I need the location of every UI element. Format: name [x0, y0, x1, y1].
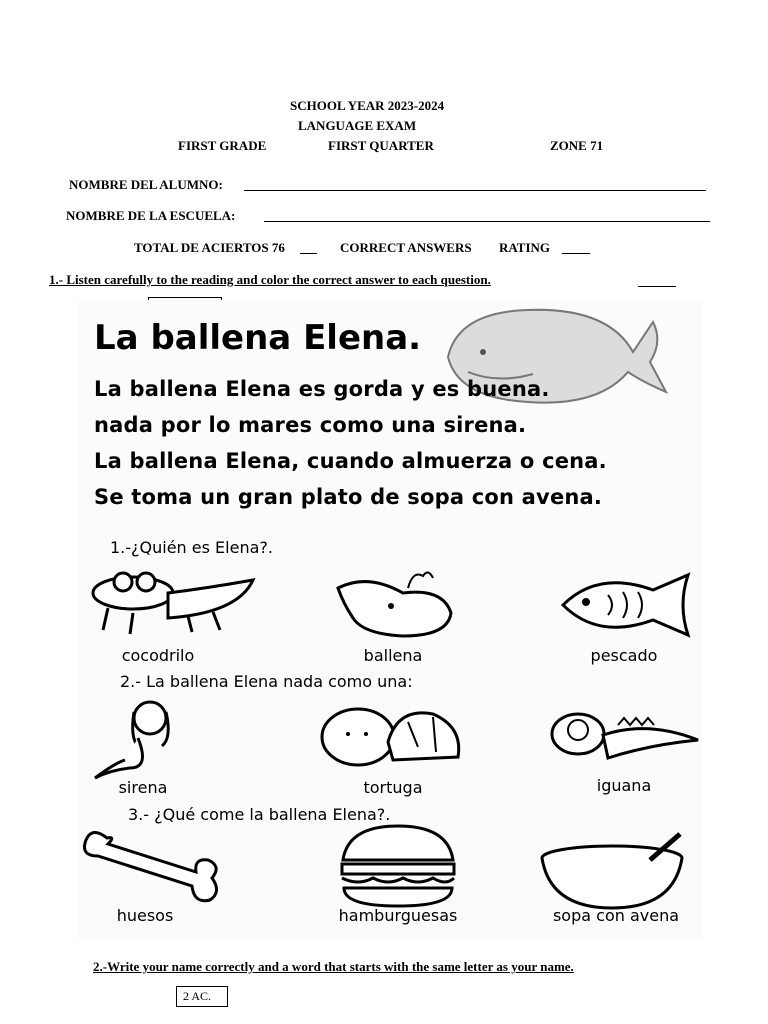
bone-icon[interactable]: [82, 826, 222, 906]
section1-underline: [638, 286, 676, 287]
question-2: 2.- La ballena Elena nada como una:: [120, 672, 413, 691]
option-cocodrilo[interactable]: cocodrilo: [121, 646, 195, 665]
option-ballena[interactable]: ballena: [363, 646, 423, 665]
option-hamburguesas[interactable]: hamburguesas: [338, 906, 458, 925]
hamburger-icon[interactable]: [338, 826, 458, 908]
option-iguana[interactable]: iguana: [596, 776, 652, 795]
correct-answers-label: CORRECT ANSWERS: [340, 240, 472, 255]
quarter: FIRST QUARTER: [328, 138, 434, 153]
turtle-icon[interactable]: [318, 702, 468, 778]
option-sirena[interactable]: sirena: [118, 778, 168, 797]
school-year: SCHOOL YEAR 2023-2024: [290, 98, 445, 113]
school-name-label: NOMBRE DE LA ESCUELA:: [66, 208, 236, 223]
fish-icon[interactable]: [558, 570, 698, 640]
mermaid-icon[interactable]: [90, 698, 210, 780]
exam-title: LANGUAGE EXAM: [298, 118, 417, 133]
story-line-4: Se toma un gran plato de sopa con avena.: [94, 485, 603, 509]
total-line: [300, 253, 317, 254]
story-line-2: nada por lo mares como una sirena.: [94, 413, 527, 437]
total-label: TOTAL DE ACIERTOS 76: [134, 240, 285, 255]
student-name-line[interactable]: [244, 190, 706, 191]
story-line-3: La ballena Elena, cuando almuerza o cena.: [94, 449, 607, 473]
soup-bowl-icon[interactable]: [540, 830, 690, 910]
reading-worksheet: [78, 300, 702, 940]
rating-label: RATING: [499, 240, 551, 255]
question-1: 1.-¿Quién es Elena?.: [110, 538, 273, 557]
section2-instruction: 2.-Write your name correctly and a word that starts with the same letter as your name.: [93, 959, 574, 974]
option-huesos[interactable]: huesos: [116, 906, 174, 925]
rating-line[interactable]: [562, 253, 590, 254]
zone: ZONE 71: [550, 138, 604, 153]
iguana-icon[interactable]: [548, 710, 700, 770]
section1-instruction: 1.- Listen carefully to the reading and color the correct answer to each question.: [49, 272, 491, 287]
school-name-line[interactable]: [264, 221, 710, 222]
story-line-1: La ballena Elena es gorda y es buena.: [94, 377, 550, 401]
option-tortuga[interactable]: tortuga: [363, 778, 423, 797]
option-pescado[interactable]: pescado: [590, 646, 658, 665]
story-title: La ballena Elena.: [94, 318, 422, 358]
crocodile-icon[interactable]: [88, 568, 258, 638]
grade: FIRST GRADE: [178, 138, 267, 153]
section2-ac-box: 2 AC.: [176, 986, 228, 1007]
whale-icon[interactable]: [333, 568, 463, 638]
question-3: 3.- ¿Qué come la ballena Elena?.: [128, 805, 391, 824]
option-sopa-con-avena[interactable]: sopa con avena: [552, 906, 680, 925]
student-name-label: NOMBRE DEL ALUMNO:: [69, 177, 223, 192]
